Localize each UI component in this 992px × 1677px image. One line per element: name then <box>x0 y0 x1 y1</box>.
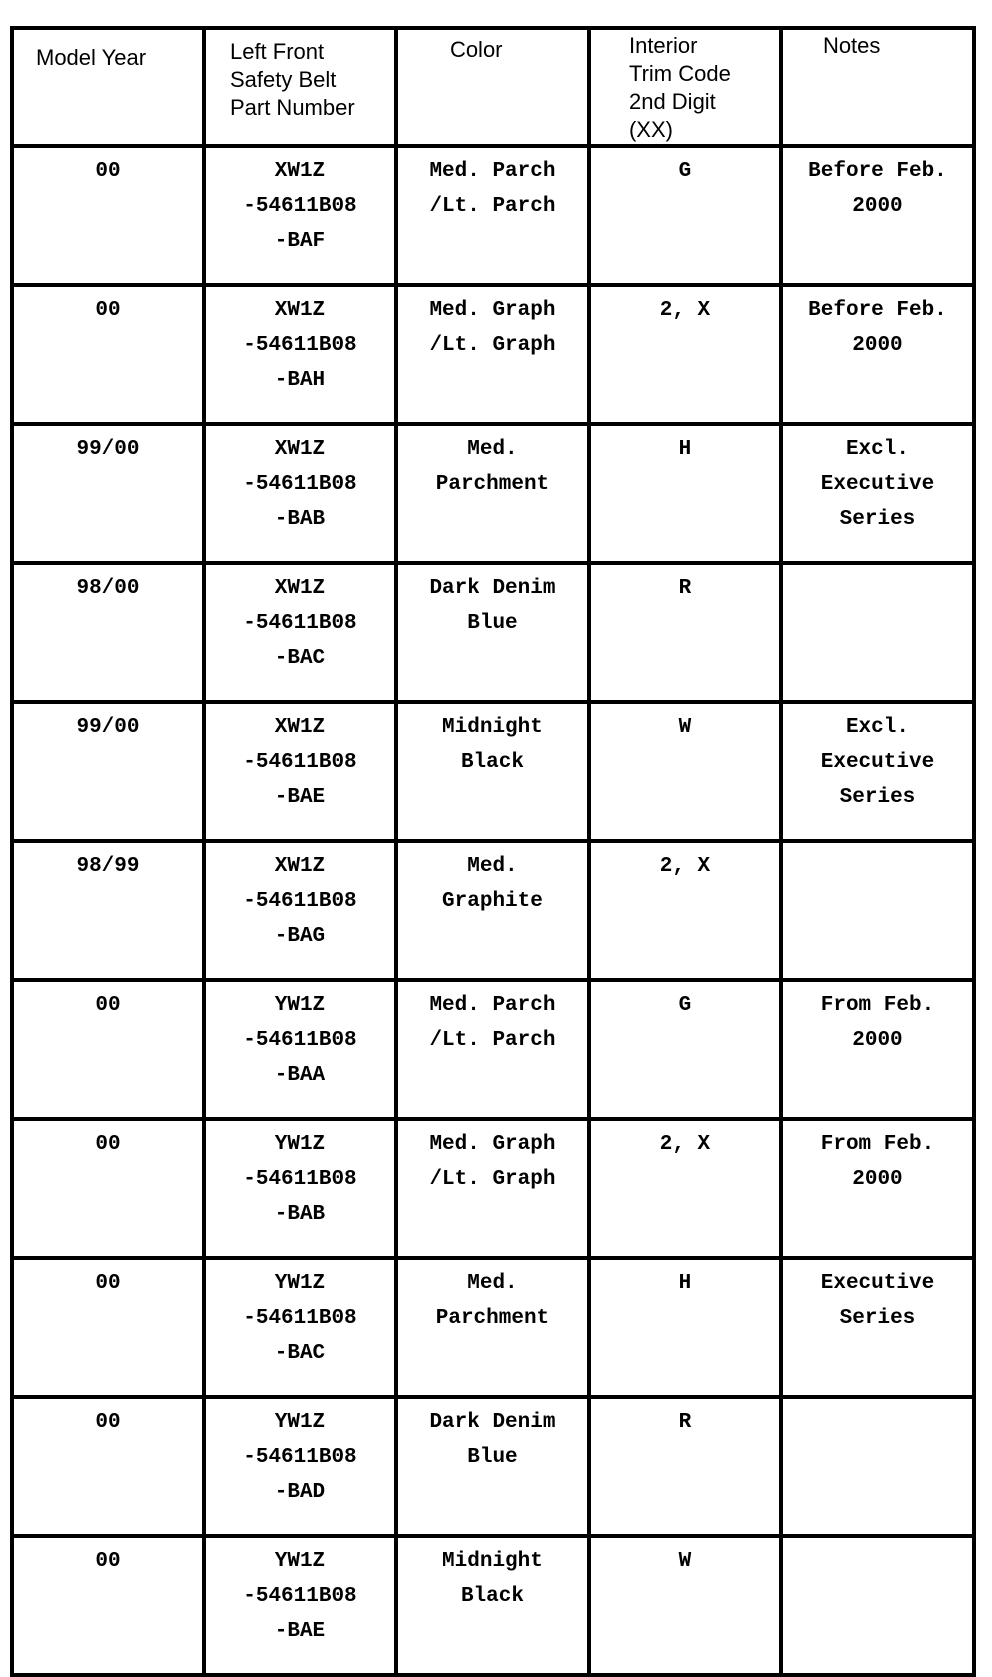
header-part-number-label: Left Front Safety Belt Part Number <box>229 39 355 120</box>
cell-color: Med. Parch /Lt. Parch <box>396 146 589 285</box>
table-row <box>12 702 974 841</box>
header-notes-label: Notes <box>822 33 881 58</box>
cell-notes: Before Feb. 2000 <box>781 285 974 424</box>
cell-part-number: XW1Z -54611B08 -BAF <box>204 146 396 285</box>
cell-color: Midnight Black <box>396 702 589 841</box>
cell-notes <box>781 563 974 702</box>
cell-color: Med. Parchment <box>396 1258 589 1397</box>
header-trim-code-label: Interior Trim Code 2nd Digit (XX) <box>628 33 731 142</box>
safety-belt-parts-table <box>10 26 976 1677</box>
cell-notes: From Feb. 2000 <box>781 1119 974 1258</box>
cell-notes <box>781 1536 974 1675</box>
cell-part-number: YW1Z -54611B08 -BAE <box>204 1536 396 1675</box>
cell-notes <box>781 841 974 980</box>
cell-trim-code: R <box>589 563 781 702</box>
header-trim-code <box>589 28 781 146</box>
header-notes <box>781 28 974 146</box>
cell-notes: Excl. Executive Series <box>781 424 974 563</box>
cell-part-number: YW1Z -54611B08 -BAB <box>204 1119 396 1258</box>
cell-model-year: 99/00 <box>12 702 204 841</box>
cell-model-year: 00 <box>12 980 204 1119</box>
cell-color: Dark Denim Blue <box>396 1397 589 1536</box>
header-model-year-label: Model Year <box>36 45 147 70</box>
table-row <box>12 841 974 980</box>
cell-color: Midnight Black <box>396 1536 589 1675</box>
cell-model-year: 99/00 <box>12 424 204 563</box>
cell-part-number: XW1Z -54611B08 -BAE <box>204 702 396 841</box>
cell-part-number: YW1Z -54611B08 -BAC <box>204 1258 396 1397</box>
cell-part-number: YW1Z -54611B08 -BAA <box>204 980 396 1119</box>
cell-notes: From Feb. 2000 <box>781 980 974 1119</box>
cell-part-number: YW1Z -54611B08 -BAD <box>204 1397 396 1536</box>
cell-notes: Executive Series <box>781 1258 974 1397</box>
header-color-label: Color <box>449 37 503 62</box>
cell-notes: Before Feb. 2000 <box>781 146 974 285</box>
cell-model-year: 00 <box>12 1258 204 1397</box>
cell-trim-code: 2, X <box>589 841 781 980</box>
cell-model-year: 00 <box>12 1119 204 1258</box>
table-row <box>12 563 974 702</box>
cell-color: Med. Parch /Lt. Parch <box>396 980 589 1119</box>
cell-trim-code: H <box>589 1258 781 1397</box>
table-header-row <box>12 28 974 146</box>
table-row <box>12 1119 974 1258</box>
table-row <box>12 1258 974 1397</box>
cell-trim-code: G <box>589 146 781 285</box>
cell-notes <box>781 1397 974 1536</box>
cell-color: Med. Graph /Lt. Graph <box>396 285 589 424</box>
cell-model-year: 00 <box>12 146 204 285</box>
cell-trim-code: G <box>589 980 781 1119</box>
cell-part-number: XW1Z -54611B08 -BAH <box>204 285 396 424</box>
cell-part-number: XW1Z -54611B08 -BAB <box>204 424 396 563</box>
cell-color: Med. Graphite <box>396 841 589 980</box>
cell-model-year: 00 <box>12 1536 204 1675</box>
cell-part-number: XW1Z -54611B08 -BAG <box>204 841 396 980</box>
cell-trim-code: W <box>589 1536 781 1675</box>
header-model-year <box>12 28 204 146</box>
table-row <box>12 980 974 1119</box>
header-part-number <box>204 28 396 146</box>
cell-notes: Excl. Executive Series <box>781 702 974 841</box>
cell-model-year: 00 <box>12 1397 204 1536</box>
table-row <box>12 1536 974 1675</box>
table-row <box>12 1397 974 1536</box>
table-row <box>12 285 974 424</box>
header-color <box>396 28 589 146</box>
table-row <box>12 146 974 285</box>
cell-trim-code: R <box>589 1397 781 1536</box>
cell-color: Dark Denim Blue <box>396 563 589 702</box>
cell-trim-code: 2, X <box>589 1119 781 1258</box>
cell-trim-code: W <box>589 702 781 841</box>
cell-color: Med. Graph /Lt. Graph <box>396 1119 589 1258</box>
cell-color: Med. Parchment <box>396 424 589 563</box>
cell-model-year: 98/00 <box>12 563 204 702</box>
cell-model-year: 98/99 <box>12 841 204 980</box>
cell-trim-code: H <box>589 424 781 563</box>
cell-part-number: XW1Z -54611B08 -BAC <box>204 563 396 702</box>
cell-model-year: 00 <box>12 285 204 424</box>
table-row <box>12 424 974 563</box>
cell-trim-code: 2, X <box>589 285 781 424</box>
